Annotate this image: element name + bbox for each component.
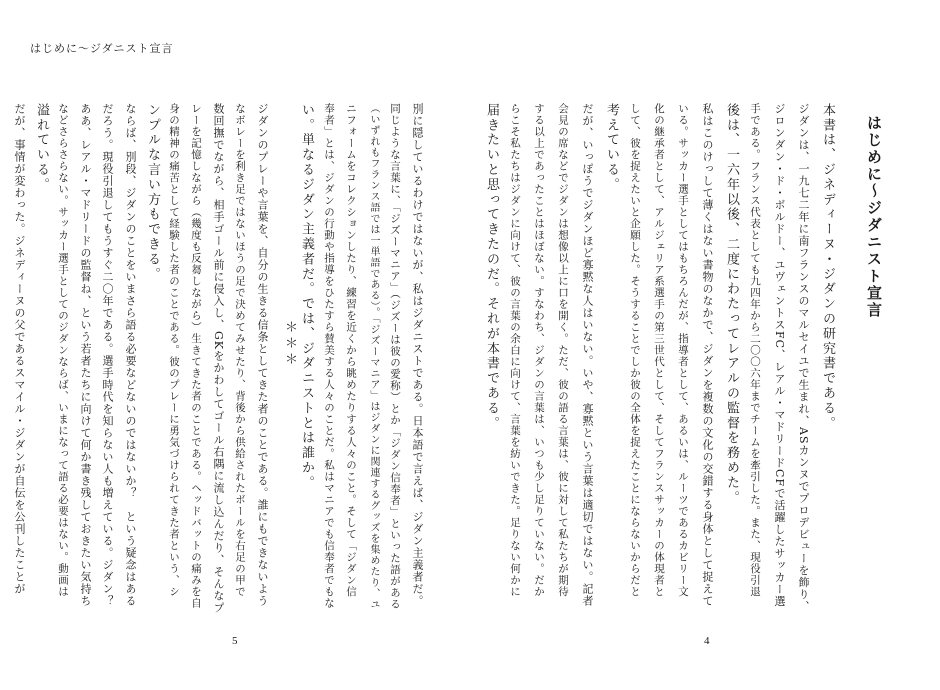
text-column: する以上であったことはほぼない。すなわち、ジダンの言葉は、いつも少し足りていない。だか [533, 103, 545, 598]
section-divider: ＊＊＊ [282, 320, 297, 368]
text-column: ジロンダン・ド・ボルドー、ユヴェントスFC、レアル・マドリードCFで活躍したサッカー選 [773, 103, 786, 608]
text-column: だが、いっぽうでジダンほど寡黙な人はいない。いや、寡黙という言葉は適切ではない。記者 [581, 103, 594, 607]
text-column: ジダンのプレーや言葉を、自分の生きる信条としてきた者のことである。誰にもできないよう [256, 103, 269, 607]
text-column: 私はこのけっして薄くはない書物のなかで、ジダンを複数の文化の交錯する身体として捉えて [701, 103, 714, 607]
text-column: 化の継承者として、アルジェリア系選手の第三世代として、そしてフランスサッカーの体現者と [653, 103, 665, 598]
text-column: ンプルな言い方もできる。 [145, 103, 160, 282]
text-column: 後は、一六年以後、二度にわたってレアルの監督を務めた。 [724, 103, 739, 506]
text-column: らこそ私たちはジダンに向けて、彼の言葉の余白に向けて、言葉を紡いできた。足りない何かに [509, 103, 521, 598]
chapter-heading: はじめに〜ジダニスト宣言 [865, 115, 883, 319]
text-column: い。単なるジダン主義者だ。では、ジダニストとは誰か。 [299, 103, 314, 491]
text-column: 届きたいと思ってきたのだ。それが本書である。 [484, 103, 499, 431]
running-head: はじめに〜ジダニスト宣言 [30, 42, 174, 55]
text-column: ならば、別段、ジダンのことをいまさら語る必要などないのではないか？ という疑念はある [124, 103, 137, 607]
text-column: 数回撫でながら、相手ゴール前に侵入し、GKをかわしてゴール右隅に流し込んだり、そんなプ [212, 103, 225, 615]
text-column: （いずれもフランス語では一単語である）。「ジズーマニア」はジダンに関連するグッズを集めたり、ユ [368, 103, 379, 610]
text-column: ジダンは、一九七二年に南フランスのマルセイユで生まれ、ASカンヌでプロデビューを飾り、 [797, 103, 810, 613]
page-number: 4 [704, 635, 710, 647]
text-column: 溢れている。 [34, 103, 49, 193]
text-column: 同じような言葉に、「ジズーマニア」（ジズーは彼の愛称）とか「ジダン信奉者」といった語がある [389, 103, 401, 610]
text-column: 手である。フランス代表としても九四年から二〇〇六年までチームを牽引した。また、現役引退 [749, 103, 761, 598]
right-page [470, 0, 940, 690]
text-column: 別に隠しているわけではないが、私はジダニストである。日本語で言えば、ジダン主義者だ。 [411, 103, 424, 607]
text-column: ああ、レアル・マドリードの監督ね、という若者たちに向けて何か書き残しておきたい気持ち [79, 103, 92, 607]
text-column: して、彼を捉えたいと企願した。そうすることでしか彼の全体を捉えたことにならないからだと [629, 103, 641, 598]
text-column: 考えている。 [604, 103, 619, 193]
text-column: などさらさらない。サッカー選手としてのジダンならば、いまになって語る必要はない。動画は [57, 103, 69, 598]
text-column: だが、事情が変わった。ジネディーヌの父であるスマイル・ジダンが自伝を公刊したことが [13, 103, 26, 595]
text-column: レーを記憶しながら（幾度も反芻しながら）生きてきた者のことである。ヘッドバットの痛みを自 [190, 103, 202, 609]
text-column: 会見の席などでジダンは想像以上に口を開く。ただ、彼の語る言葉は、彼に対して私たちが期待 [557, 103, 569, 598]
text-column: だろう。現役引退してもうすぐ二〇年である。選手時代を知らない人も増えている。ジダン？ [101, 103, 114, 607]
text-column: 身の精神の痛苦として経験した者のことである。彼のプレーに勇気づけられてきた者という、シ [168, 103, 180, 598]
text-column: 本書は、ジネディーヌ・ジダンの研究書である。 [820, 103, 835, 431]
text-column: なボレーを利き足ではないほうの足で決めてみせたり、背後から供給されたボールを右足の甲で [234, 103, 246, 598]
text-column: いる。サッカー選手としてはもちろんだが、指導者として、あるいは、ルーツであるカビリー文 [677, 103, 689, 598]
text-column: ニフォームをコレクションしたり、練習を近くから眺めたりする人々のこと。そして「ジダン信 [345, 103, 357, 598]
text-column: 奉者」とは、ジダンの行動や指導をひたすら賛美する人々のことだ。私はマニアでも信奉者でもな [323, 103, 335, 609]
page-number: 5 [232, 635, 238, 647]
